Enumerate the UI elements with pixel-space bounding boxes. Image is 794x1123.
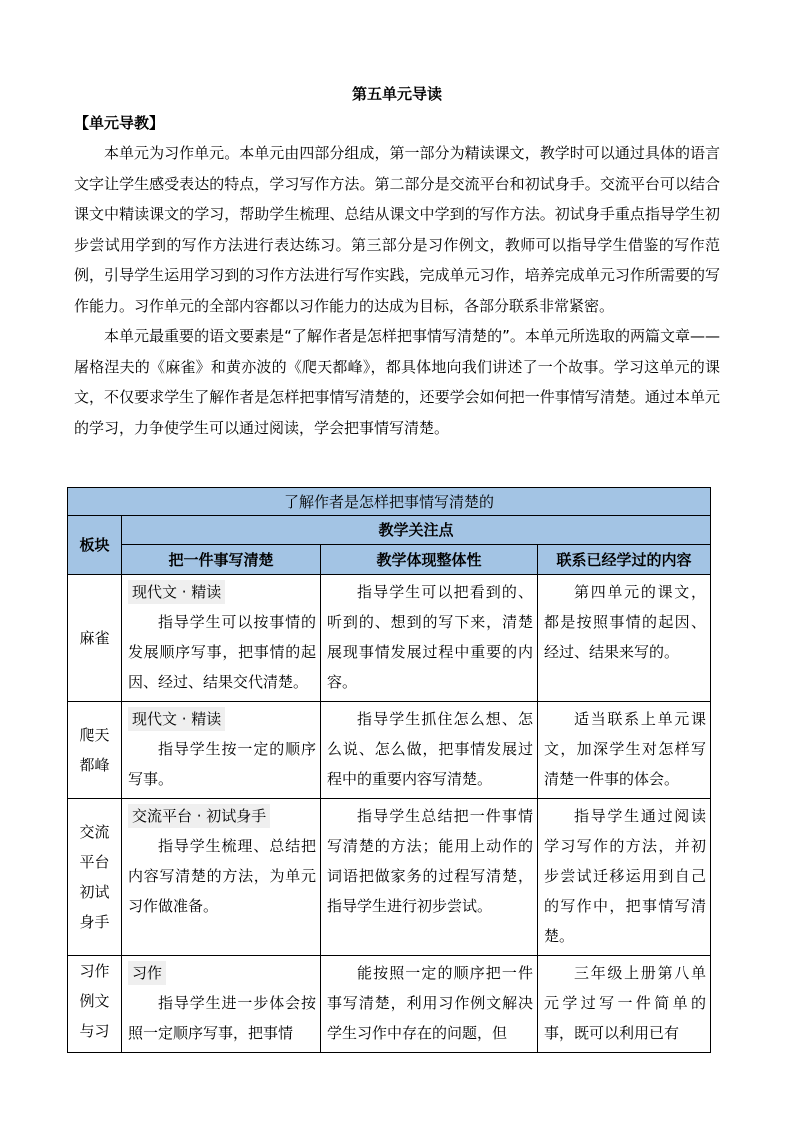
row-label (68, 702, 122, 799)
section-heading: 【单元导教】 (74, 114, 165, 132)
cell-text: 第四单元的课文，都是按照事情的起因、经过、结果来写的。 (544, 583, 707, 661)
table-cell (122, 575, 321, 702)
table-row (68, 702, 711, 799)
table-cell (538, 702, 711, 799)
column-header: 把一件事写清楚 (122, 545, 321, 575)
table-cell (538, 956, 711, 1053)
table-cell (122, 702, 321, 799)
cell-text: 指导学生通过阅读学习写作的方法，并初步尝试迁移运用到自己的写作中，把事情写清楚。 (544, 807, 707, 945)
table-cell (122, 956, 321, 1053)
cell-text: 三年级上册第八单元学过写一件简单的事，既可以利用已有 (544, 964, 707, 1042)
row-label-text: 交流平台初试身手 (79, 823, 110, 931)
cell-text: 指导学生梳理、总结把内容写清楚的方法，为单元习作做准备。 (128, 837, 316, 915)
page-title: 第五单元导读 (351, 85, 442, 103)
cell-text: 指导学生总结把一件事情写清楚的方法；能用上动作的词语把做家务的过程写清楚，指导学生进行初步尝试。 (327, 807, 533, 915)
lesson-type-tag: 交流平台 · 初试身手 (128, 804, 270, 828)
board-header: 板块 (68, 516, 122, 575)
table-cell (321, 575, 538, 702)
row-label (68, 956, 122, 1053)
table-cell (321, 702, 538, 799)
paragraph-2: 本单元最重要的语文要素是“了解作者是怎样把事情写清楚的”。本单元所选取的两篇文章——屠格涅夫的《麻雀》和黄亦波的《爬天都峰》，都具体地向我们讲述了一个故事。学习这单元的课文，不仅要求学生了解作者是怎样把事情写清楚的，还要学会如何把一件事情写清楚。通过本单元的学习，力争使学生可以通过阅读，学会把事情写清楚。 (74, 327, 720, 437)
cell-text: 指导学生按一定的顺序写事。 (128, 740, 316, 788)
column-header: 联系已经学过的内容 (538, 545, 711, 575)
row-label-text: 爬天都峰 (79, 726, 110, 774)
lesson-type-tag: 现代文 · 精读 (128, 580, 225, 604)
table-cell (538, 799, 711, 956)
table-cell (538, 575, 711, 702)
table-title: 了解作者是怎样把事情写清楚的 (68, 488, 711, 516)
cell-text: 适当联系上单元课文，加深学生对怎样写清楚一件事的体会。 (544, 710, 707, 788)
cell-text: 指导学生进一步体会按照一定顺序写事，把事情 (128, 994, 316, 1042)
paragraph-1: 本单元为习作单元。本单元由四部分组成，第一部分为精读课文，教学时可以通过具体的语言文字让学生感受表达的特点，学习写作方法。第二部分是交流平台和初试身手。交流平台可以结合课文中精读课文的学习，帮助学生梳理、总结从课文中学到的写作方法。初试身手重点指导学生初步尝试用学到的写作方法进行表达练习。第三部分是习作例文，教师可以指导学生借鉴的写作范例，引导学生运用学习到的习作方法进行写作实践，完成单元习作，培养完成单元习作所需要的写作能力。习作单元的全部内容都以习作能力的达成为目标，各部分联系非常紧密。 (74, 144, 720, 315)
column-header: 教学体现整体性 (321, 545, 538, 575)
table-cell (321, 799, 538, 956)
row-label-text: 习作例文与习 (79, 962, 110, 1040)
row-label: 麻雀 (68, 575, 122, 702)
table-cell (321, 956, 538, 1053)
table-row (68, 799, 711, 956)
focus-header: 教学关注点 (122, 516, 711, 545)
table-row (68, 575, 711, 702)
teaching-focus-table (67, 487, 711, 1053)
cell-text: 指导学生抓住怎么想、怎么说、怎么做，把事情发展过程中的重要内容写清楚。 (327, 710, 533, 788)
intro-text (74, 138, 720, 443)
cell-text: 能按照一定的顺序把一件事写清楚，利用习作例文解决学生习作中存在的问题，但 (327, 964, 533, 1042)
lesson-type-tag: 习作 (128, 961, 166, 985)
row-label (68, 799, 122, 956)
table-cell (122, 799, 321, 956)
lesson-type-tag: 现代文 · 精读 (128, 707, 225, 731)
cell-text: 指导学生可以把看到的、听到的、想到的写下来，清楚展现事情发展过程中重要的内容。 (327, 583, 533, 691)
cell-text: 指导学生可以按事情的发展顺序写事，把事情的起因、经过、结果交代清楚。 (128, 613, 316, 691)
table-row (68, 956, 711, 1053)
